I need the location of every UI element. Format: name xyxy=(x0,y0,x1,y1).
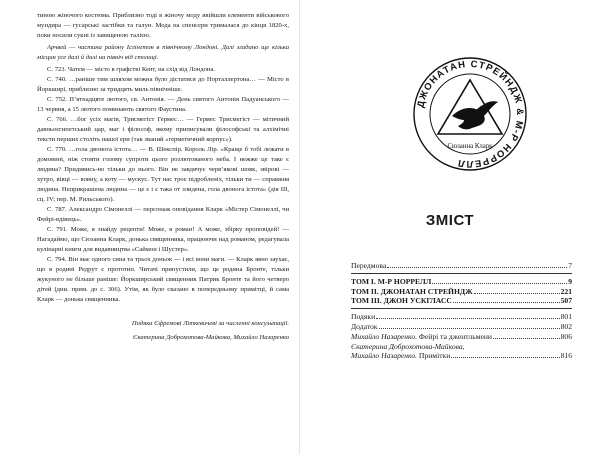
toc-entry-notes-authors: Єкатерина Доброхотова-Майкова, xyxy=(351,341,465,351)
note-paragraph: С. 766. …бог усіх магів, Трисмегіст Гермес… — Гермес Трисмегіст — мітичний давньоєгипетський цар, маг і філософ, якому приписували філософські та алхімічні тексти перших століть нашої ери (так званий «герметичний корпус»). xyxy=(37,116,289,143)
note-paragraph: С. 752. П’ятнадцяте лютого, св. Антонія. — День святого Антонія Падуанського — 13 червня, а 15 лютого поминають святого Фаустина. xyxy=(37,96,289,113)
toc-entry-acknowledgements[interactable]: Подяки 801 xyxy=(351,312,572,322)
note-paragraph: С. 794. Він має одного сина та трьох доньок — і всі вони маги. — Кларк явно заухає, що в родині Редрут є прототип. Читачі припустили, що це родина Бронте, тільки жукуного не більше раніше: Йоркширський священник Патрик Бронте та його четверо дітей (дни. прим. до с. 306). Утім, як було сказано в попередньому примітці, й сама Кларк — донька священника. xyxy=(37,256,289,303)
toc-entry-volume-2[interactable]: ТОМ ІІ. ДЖОНАТАН СТРЕЙНДЖ 221 xyxy=(351,286,572,296)
toc-entry-essay[interactable]: Михайло Назаренко. Фейрі та джентльмени 806 xyxy=(351,331,572,341)
note-paragraph: тиною жіночого костюма. Приблизно тоді в жіночу моду ввійшли елементи військового мундира — гусарські застібки та галун. Мода на спенсери трималася до кінця 1820-х, поки носили сукні із завищеною талією. xyxy=(37,12,289,39)
table-of-contents xyxy=(351,261,572,361)
toc-entry-preface[interactable]: Передмова 7 xyxy=(351,261,572,270)
toc-entry-volume-3[interactable]: ТОМ ІІІ. ДЖОН УСКГЛАСС 507 xyxy=(351,296,572,306)
toc-entry-appendix[interactable]: Додаток 802 xyxy=(351,321,572,331)
acknowledgement: Подяка Єфремові Літкевичеві за численні консультації. xyxy=(131,320,289,327)
emblem-author: Сюзанна Кларк xyxy=(447,143,493,150)
notes-text xyxy=(37,11,289,343)
toc-title: ЗМІСТ xyxy=(425,212,475,229)
note-paragraph: С. 787. Александро Сімонеллі — персонаж оповідання Кларк «Містер Сімонеллі, чи Фейрі-вдівець». xyxy=(37,206,289,223)
divider xyxy=(351,308,572,309)
raven-emblem-icon xyxy=(412,56,528,172)
note-paragraph: С. 723. Чатем — місто в графстві Кент, на схід від Лондона. xyxy=(47,66,216,73)
toc-entry-notes[interactable]: Михайло Назаренко. Примітки 816 xyxy=(351,351,572,361)
note-paragraph: Арчвей — частина району Іслінгтон в північному Лондоні. Далі згадано ще кілька місцин усе далі й далі на північ від столиці. xyxy=(37,44,289,61)
toc-entry-volume-1[interactable]: ТОМ І. М-Р НОРРЕЛЛ 9 xyxy=(351,276,572,286)
translators-signature: Єкатерина Доброхотова-Майкова, Михайло Назаренко xyxy=(133,334,289,341)
note-paragraph: С. 740. …раніше тим шляхом можна було дістатися до Норталлертона… — Місто в Йоркширі, приблизно за тридцять миль північніше. xyxy=(37,76,289,93)
note-paragraph: С. 770. …гола двонога істота… — В. Шекспір. Король Лір. «Краще б тобі лежати в домовині, ніж стояти голому супроти цього розлютованого неба. І нежже це таке є людина? Придивись-но тільки до нього. Він не завдячує черв’якові шовк, звірові — хутро, вівці — вовну, а коту — мускус. Тут нас троє підробленіх, тільки ти — справжня людина. Неприкрашена людина — це є і є така от злидена, гола двонога істота» (дія III, сц. IV; пер. М. Рильського). xyxy=(37,146,289,203)
emblem-ring-text: ДЖОНАТАН СТРЕЙНДЖ & М-Р НОРРЕЛЛ xyxy=(415,58,526,170)
divider xyxy=(351,273,572,274)
note-paragraph: С. 791. Може, я знайду рецепти! Може, я роман! А може, збірку проповідей! — Нагадаймо, що Сюзанна Кларк, донька священника, працюючи над романом, редагувала кулінарні книги для видавництва «Саймон і Шустер». xyxy=(37,226,289,253)
